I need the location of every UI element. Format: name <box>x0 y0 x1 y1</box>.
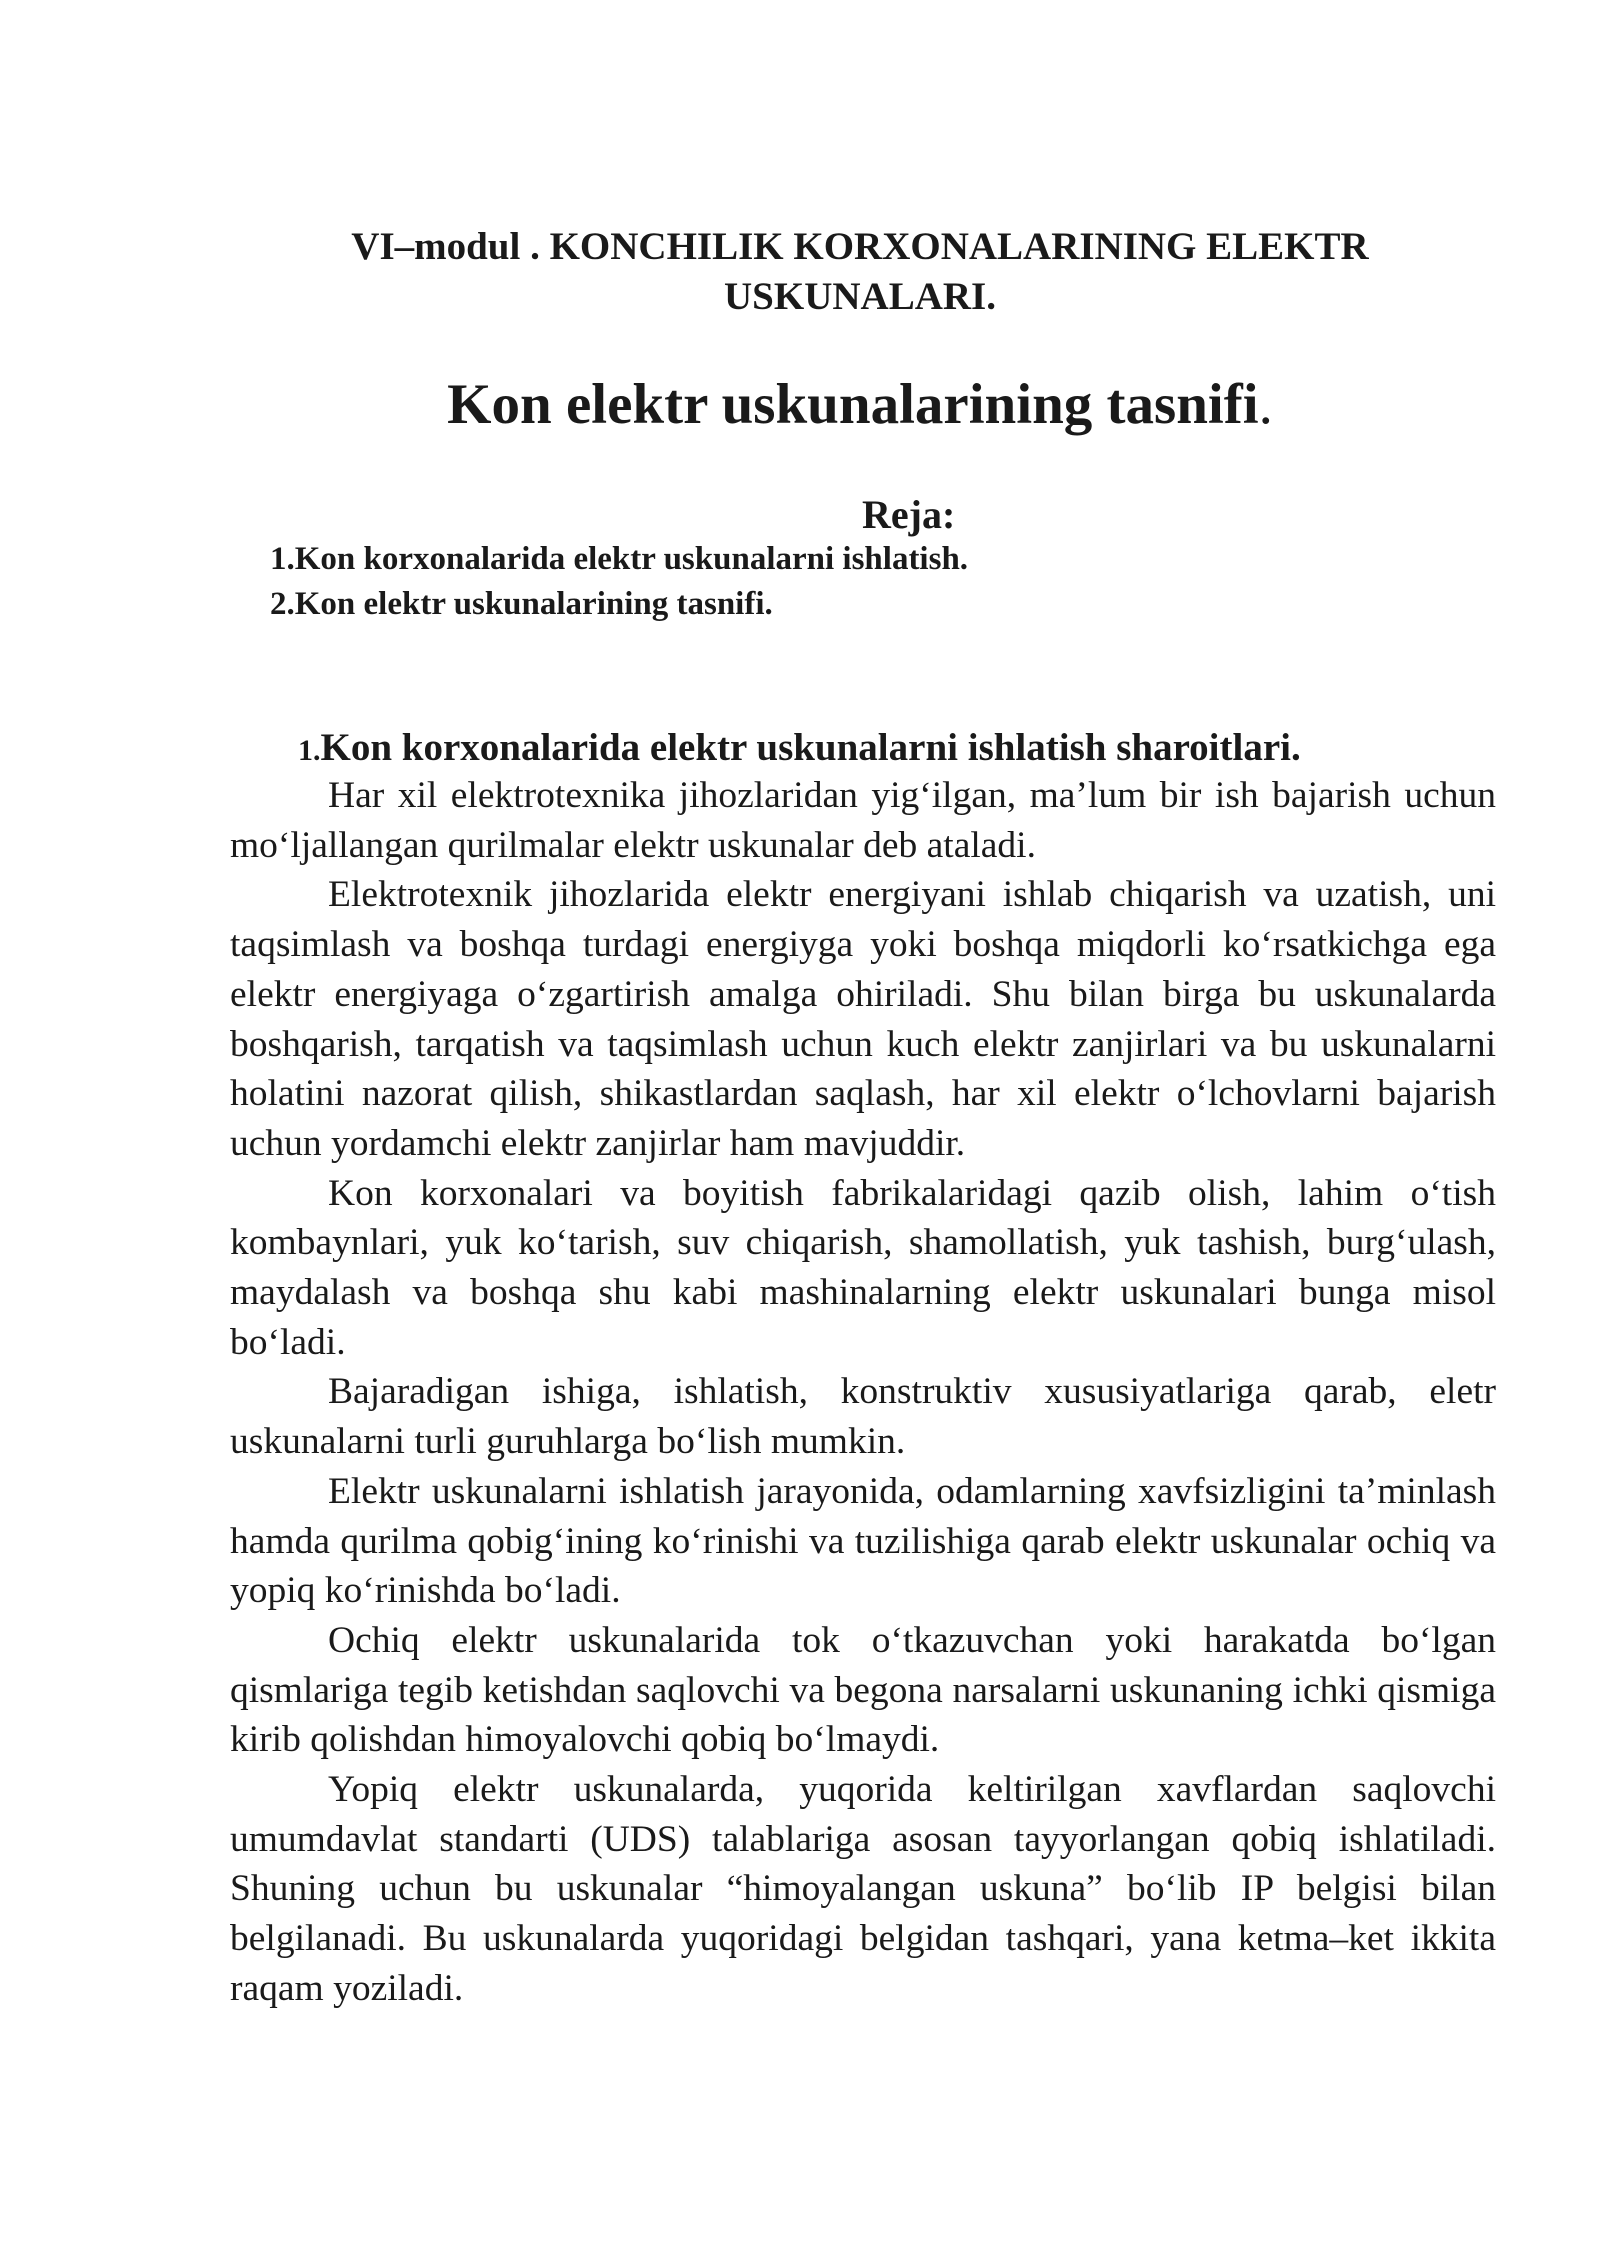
paragraph: Ochiq elektr uskunalarida tok o‘tkazuvchan yoki harakatda bo‘lgan qismlariga tegib ketishdan saqlovchi va begona narsalarni uskunaning ichki qismiga kirib qolishdan himoyalovchi qobiq bo‘lmaydi. <box>230 1619 1496 1761</box>
main-title-period: . <box>1258 373 1273 436</box>
module-title: VI–modul . KONCHILIK KORXONALARINING ELEKTR USKUNALARI. <box>351 225 1369 318</box>
section-number: 1. <box>298 734 321 767</box>
plan-list <box>270 537 1370 627</box>
plan-item: 1.Kon korxonalarida elektr uskunalarni ishlatish. <box>270 541 969 577</box>
paragraph: Kon korxonalari va boyitish fabrikalaridagi qazib olish, lahim o‘tish kombaynlari, yuk ko‘tarish, suv chiqarish, shamollatish, yuk tashish, burg‘ulash, maydalash va boshqa shu kabi mashinalarning elektr uskunalari bunga misol bo‘ladi. <box>230 1172 1496 1363</box>
paragraph: Bajaradigan ishiga, ishlatish, konstruktiv xususiyatlariga qarab, eletr uskunalarni turli guruhlarga bo‘lish mumkin. <box>230 1371 1496 1463</box>
plan-heading: Reja: <box>862 492 956 537</box>
main-title-text: Kon elektr uskunalarining tasnifi <box>447 373 1259 436</box>
main-title <box>230 370 1490 440</box>
paragraph: Elektr uskunalarni ishlatish jarayonida, odamlarning xavfsizligini ta’minlash hamda qurilma qobig‘ining ko‘rinishi va tuzilishiga qarab elektr uskunalar ochiq va yopiq ko‘rinishda bo‘ladi. <box>230 1470 1496 1612</box>
plan-item: 2.Kon elektr uskunalarining tasnifi. <box>270 586 773 622</box>
paragraph: Elektrotexnik jihozlarida elektr energiyani ishlab chiqarish va uzatish, uni taqsimlash va boshqa turdagi energiyga yoki boshqa miqdorli ko‘rsatkichga ega elektr energiyaga o‘zgartirish amalga ohiriladi. Shu bilan birga bu uskunalarda boshqarish, tarqatish va taqsimlash uchun kuch elektr zanjirlari va bu uskunalarni holatini nazorat qilish, shikastlardan saqlash, har xil elektr o‘lchovlarni bajarish uchun yordamchi elektr zanjirlar ham mavjuddir. <box>230 874 1496 1164</box>
paragraph: Yopiq elektr uskunalarda, yuqorida keltirilgan xavflardan saqlovchi umumdavlat standarti (UDS) talablariga asosan tayyorlangan qobiq ishlatiladi. Shuning uchun bu uskunalar “himoyalangan uskuna” bo‘lib IP belgisi bilan belgilanadi. Bu uskunalarda yuqoridagi belgidan tashqari, yana ketma–ket ikkita raqam yoziladi. <box>230 1769 1496 2009</box>
paragraph: Har xil elektrotexnika jihozlaridan yig‘ilgan, ma’lum bir ish bajarish uchun mo‘ljallangan qurilmalar elektr uskunalar deb ataladi. <box>230 775 1496 866</box>
section-title: Kon korxonalarida elektr uskunalarni ishlatish sharoitlari. <box>320 726 1301 769</box>
section-heading <box>298 722 1498 777</box>
body-text <box>230 771 1496 2014</box>
